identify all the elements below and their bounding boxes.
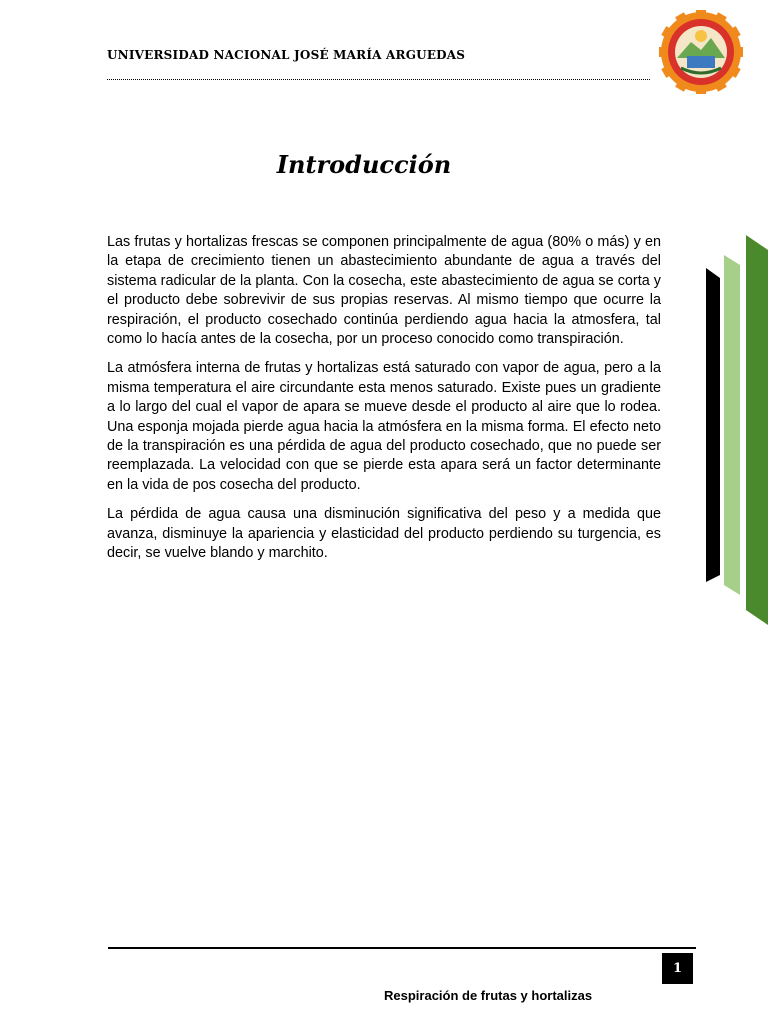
decorative-side-bars [700,230,768,630]
body-text [107,233,661,574]
footer-rule [108,947,696,949]
university-seal-icon [659,10,743,94]
running-title: Respiración de frutas y hortalizas [384,988,593,1003]
dark-green-bar [746,235,768,625]
header-dotted-rule [107,79,650,80]
page-header [107,48,652,80]
page-title: Introducción [276,150,452,179]
paragraph: La atmósfera interna de frutas y hortalizas está saturado con vapor de agua, pero a la misma temperatura el aire circundante esta menos saturado. Existe pues un gradiente a lo largo del cual el vapor de apara se mueve desde el producto al aire que lo rodea. Una esponja mojada pierde agua hacia la atmósfera en la misma forma. El efecto neto de la transpiración es una pérdida de agua del producto cosechado, que no puede ser reemplazada. La velocidad con que se pierde esta apara será un factor determinante en la vida de pos cosecha del producto. [107,360,661,493]
paragraph: La pérdida de agua causa una disminución significativa del peso y a medida que avanza, disminuye la apariencia y elasticidad del producto perdiendo su turgencia, es decir, se vuelve blando y marchito. [107,506,661,562]
page-number: 1 [662,953,693,984]
light-green-bar [724,255,740,595]
black-bar [706,268,720,582]
university-name: UNIVERSIDAD NACIONAL JOSÉ MARÍA ARGUEDAS [107,48,466,62]
paragraph: Las frutas y hortalizas frescas se componen principalmente de agua (80% o más) y en la etapa de crecimiento tienen un abastecimiento abundante de agua a través del sistema radicular de la planta. Con la cosecha, este abastecimiento de agua se corta y el producto debe sobrevivir de sus propias reservas. Al mismo tiempo que ocurre la respiración, el producto cosechado continúa perdiendo agua hacia la atmosfera, tal como lo hacía antes de la cosecha, por un proceso conocido como transpiración. [107,234,661,348]
